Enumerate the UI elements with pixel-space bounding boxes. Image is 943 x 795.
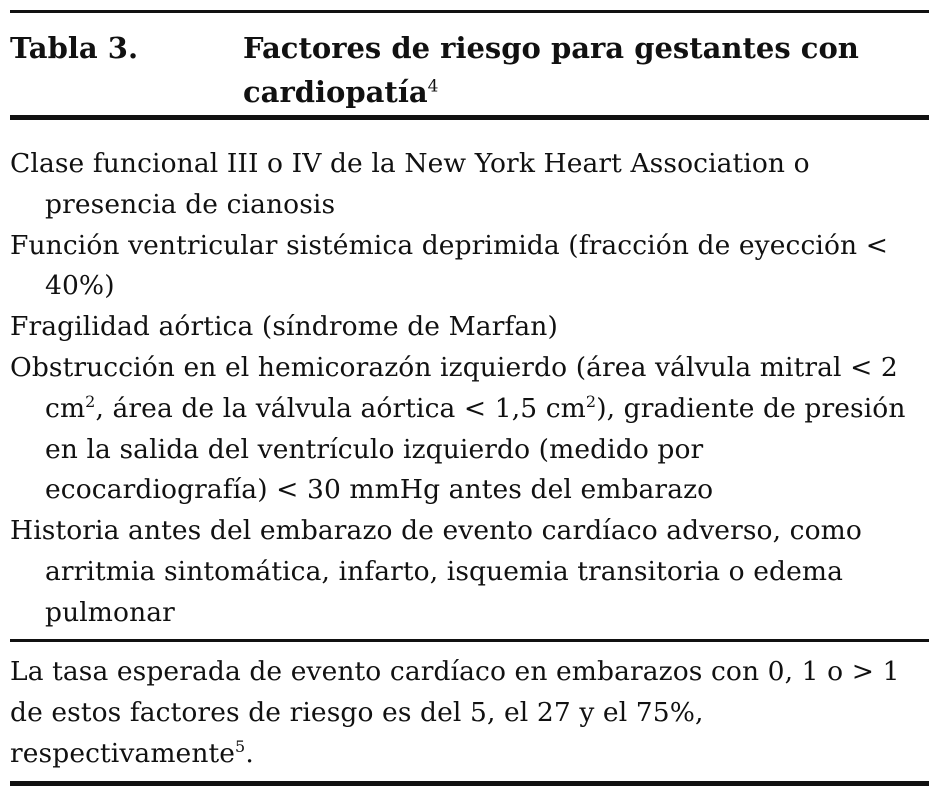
- risk-factor-item: [10, 226, 915, 308]
- risk-factor-text-part: Obstrucción en el hemicorazón izquierdo (área válvula mitral < 2 cm: [10, 351, 898, 424]
- risk-factor-item: [10, 348, 915, 511]
- header-rule: [10, 115, 929, 120]
- risk-factor-text: Historia antes del embarazo de evento cardíaco adverso, como arritmia sintomática, infarto, isquemia transitoria o edema pulmonar: [10, 515, 862, 628]
- superscript: 2: [85, 391, 96, 411]
- footnote-rule: [10, 639, 929, 642]
- footnote-end: .: [245, 737, 254, 769]
- risk-factor-item: [10, 511, 915, 633]
- table-label: Tabla 3.: [10, 31, 139, 65]
- risk-factor-text: Clase funcional III o IV de la New York Heart Association o presencia de cianosis: [10, 148, 810, 220]
- table-title: [243, 26, 923, 114]
- bottom-rule: [10, 781, 929, 786]
- title-reference: 4: [427, 76, 439, 97]
- table-title-text: Factores de riesgo para gestantes con cardiopatía: [243, 31, 859, 109]
- risk-factor-text: Fragilidad aórtica (síndrome de Marfan): [10, 311, 558, 343]
- risk-factor-text: Función ventricular sistémica deprimida (fracción de eyección < 40%): [10, 229, 889, 302]
- risk-factor-list: [10, 144, 915, 634]
- footnote-text: La tasa esperada de evento cardíaco en embarazos con 0, 1 o > 1 de estos factores de riesgo es del 5, el 27 y el 75%, respectivamente: [10, 656, 900, 769]
- footnote-reference: 5: [235, 736, 246, 756]
- superscript: 2: [585, 391, 597, 411]
- risk-factor-item: [10, 144, 915, 226]
- risk-factor-text-part: ), gradiente de presión en la salida del ventrículo izquierdo (medido por ecocardiografía) < 30 mmHg antes del embarazo: [45, 392, 906, 506]
- risk-factor-text-part: , área de la válvula aórtica < 1,5 cm: [95, 392, 586, 424]
- top-rule: [10, 10, 929, 13]
- table-footnote: [10, 652, 915, 774]
- risk-factor-item: [10, 307, 915, 348]
